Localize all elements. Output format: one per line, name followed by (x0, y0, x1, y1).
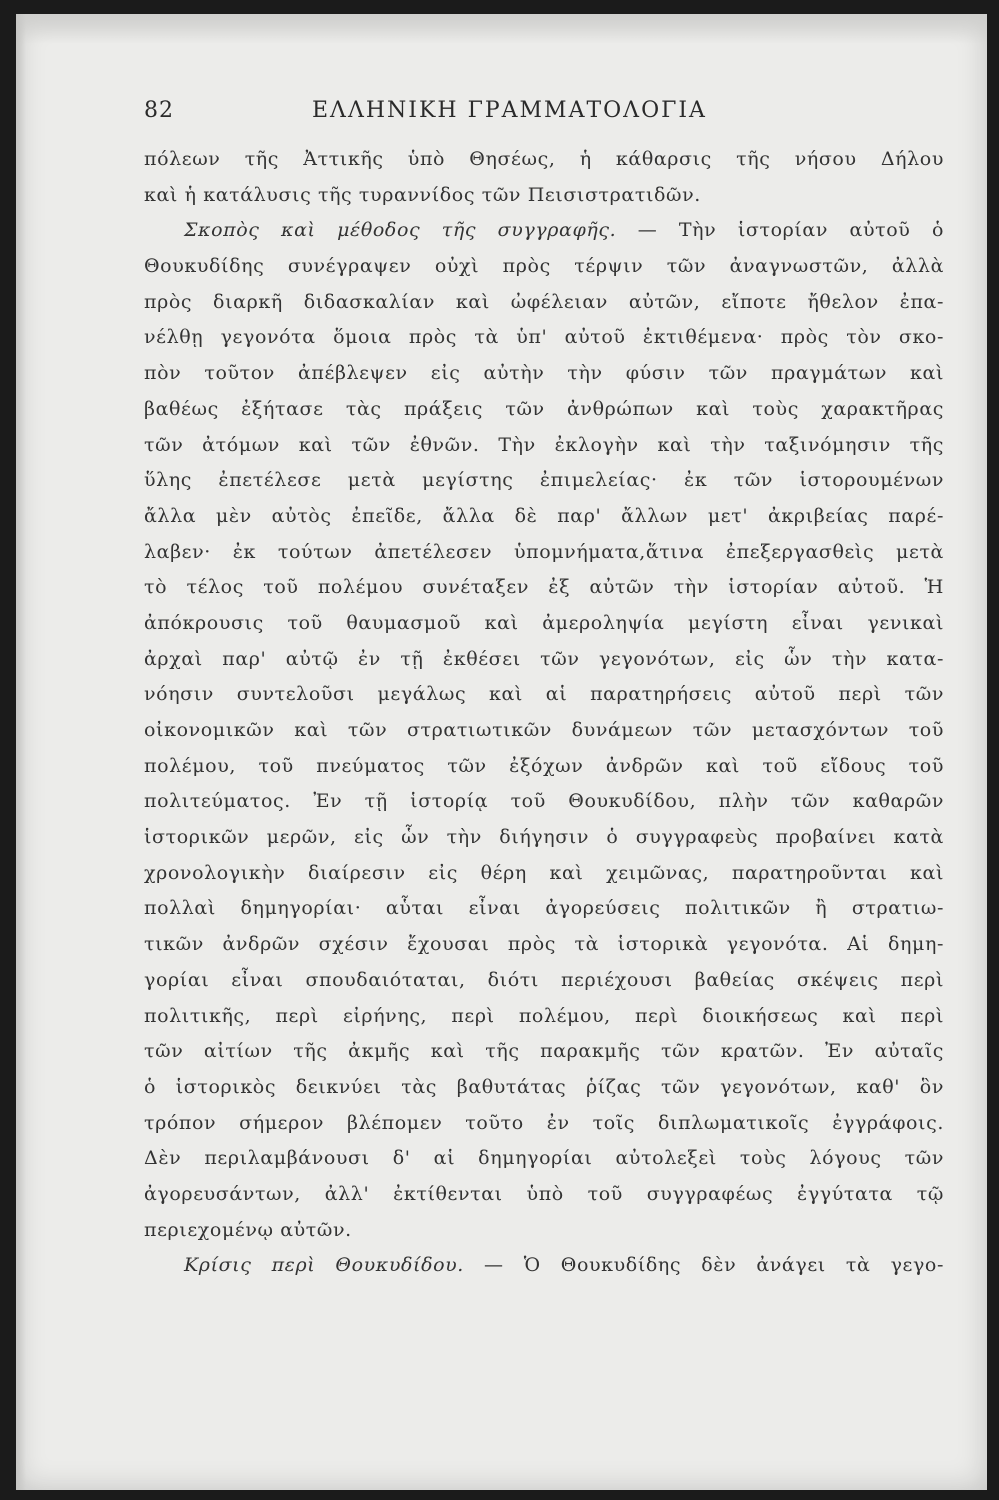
text-line: περιεχομένῳ αὐτῶν. (144, 1218, 352, 1241)
text-line: τὸ τέλος τοῦ πολέμου συνέταξεν ἐξ αὐτῶν τὴν ἱστορίαν αὐτοῦ. Ἡ (144, 576, 944, 599)
text-line: νόησιν συντελοῦσι μεγάλως καὶ αἱ παρατηρήσεις αὐτοῦ περὶ τῶν (144, 683, 944, 706)
book-page (16, 14, 987, 1490)
text-line: Δὲν περιλαμβάνουσι δ' αἱ δημηγορίαι αὐτολεξεὶ τοὺς λόγους τῶν (144, 1147, 944, 1170)
text-line: ἀπόκρουσις τοῦ θαυμασμοῦ καὶ ἀμεροληψία μεγίστη εἶναι γενικαὶ (144, 611, 944, 634)
text-line: τῶν αἰτίων τῆς ἀκμῆς καὶ τῆς παρακμῆς τῶν κρατῶν. Ἐν αὐταῖς (144, 1040, 944, 1063)
text-body (144, 142, 944, 1284)
section-heading: Κρίσις περὶ Θουκυδίδου. (184, 1254, 464, 1277)
text-line: πολιτικῆς, περὶ εἰρήνης, περὶ πολέμου, περὶ διοικήσεως καὶ περὶ (144, 1004, 944, 1027)
text-line: ἄλλα μὲν αὐτὸς ἐπεῖδε, ἄλλα δὲ παρ' ἄλλων μετ' ἀκριβείας παρέ- (144, 504, 944, 527)
text-span: — Τὴν ἱστορίαν αὐτοῦ ὁ (616, 219, 944, 242)
running-head (16, 98, 987, 138)
text-line: πόλεων τῆς Ἀττικῆς ὑπὸ Θησέως, ἡ κάθαρσις τῆς νήσου Δήλου (144, 148, 944, 170)
text-line: τῶν ἀτόμων καὶ τῶν ἐθνῶν. Τὴν ἐκλογὴν καὶ τὴν ταξινόμησιν τῆς (144, 433, 944, 456)
text-line: τικῶν ἀνδρῶν σχέσιν ἔχουσαι πρὸς τὰ ἱστορικὰ γεγονότα. Αἱ δημη- (144, 933, 944, 956)
text-line: Θουκυδίδης συνέγραψεν οὐχὶ πρὸς τέρψιν τῶν ἀναγνωστῶν, ἀλλὰ (144, 255, 944, 278)
text-line: οἰκονομικῶν καὶ τῶν στρατιωτικῶν δυνάμεων τῶν μετασχόντων τοῦ (144, 719, 944, 741)
text-line: ἀρχαὶ παρ' αὐτῷ ἐν τῇ ἐκθέσει τῶν γεγονότων, εἰς ὧν τὴν κατα- (144, 647, 944, 670)
page-number: 82 (144, 98, 174, 123)
text-line: τρόπον σήμερον βλέπομεν τοῦτο ἐν τοῖς διπλωματικοῖς ἐγγράφοις. (144, 1111, 944, 1134)
text-line: καὶ ἡ κατάλυσις τῆς τυραννίδος τῶν Πεισιστρατιδῶν. (144, 183, 701, 206)
section-heading: Σκοπὸς καὶ μέθοδος τῆς συγγραφῆς. (184, 219, 617, 242)
running-title: ΕΛΛΗΝΙΚΗ ΓΡΑΜΜΑΤΟΛΟΓΙΑ (312, 98, 707, 123)
text-line: πολιτεύματος. Ἐν τῇ ἱστορίᾳ τοῦ Θουκυδίδου, πλὴν τῶν καθαρῶν (144, 790, 944, 813)
section-heading-line (144, 1248, 944, 1284)
text-line: γορίαι εἶναι σπουδαιόταται, διότι περιέχουσι βαθείας σκέψεις περὶ (144, 968, 944, 991)
text-line: χρονολογικὴν διαίρεσιν εἰς θέρη καὶ χειμῶνας, παρατηροῦνται καὶ (144, 861, 944, 884)
page-edge-shadow (16, 14, 26, 1490)
text-line: πολέμου, τοῦ πνεύματος τῶν ἐξόχων ἀνδρῶν καὶ τοῦ εἴδους τοῦ (144, 754, 944, 777)
text-line: νέλθῃ γεγονότα ὅμοια πρὸς τὰ ὑπ' αὐτοῦ ἐκτιθέμενα· πρὸς τὸν σκο- (144, 326, 944, 349)
text-line: πρὸς διαρκῆ διδασκαλίαν καὶ ὠφέλειαν αὐτῶν, εἴποτε ἤθελον ἐπα- (144, 290, 944, 313)
section-heading-line (144, 213, 944, 249)
text-line: ὁ ἱστορικὸς δεικνύει τὰς βαθυτάτας ῥίζας τῶν γεγονότων, καθ' ὃν (144, 1075, 944, 1098)
text-line: πὸν τοῦτον ἀπέβλεψεν εἰς αὐτὴν τὴν φύσιν τῶν πραγμάτων καὶ (144, 362, 944, 385)
text-span: — Ὁ Θουκυδίδης δὲν ἀνάγει τὰ γεγο- (463, 1254, 944, 1277)
text-line: βαθέως ἐξήτασε τὰς πράξεις τῶν ἀνθρώπων καὶ τοὺς χαρακτῆρας (144, 397, 944, 420)
text-line: λαβεν· ἐκ τούτων ἀπετέλεσεν ὑπομνήματα,ἅτινα ἐπεξεργασθεὶς μετὰ (144, 540, 944, 563)
text-line: ἱστορικῶν μερῶν, εἰς ὧν τὴν διήγησιν ὁ συγγραφεὺς προβαίνει κατὰ (144, 826, 944, 849)
text-line: πολλαὶ δημηγορίαι· αὗται εἶναι ἀγορεύσεις πολιτικῶν ἢ στρατιω- (144, 897, 944, 920)
text-line: ὕλης ἐπετέλεσε μετὰ μεγίστης ἐπιμελείας· ἐκ τῶν ἱστορουμένων (144, 469, 944, 492)
text-line: ἀγορευσάντων, ἀλλ' ἐκτίθενται ὑπὸ τοῦ συγγραφέως ἐγγύτατα τῷ (144, 1182, 944, 1205)
